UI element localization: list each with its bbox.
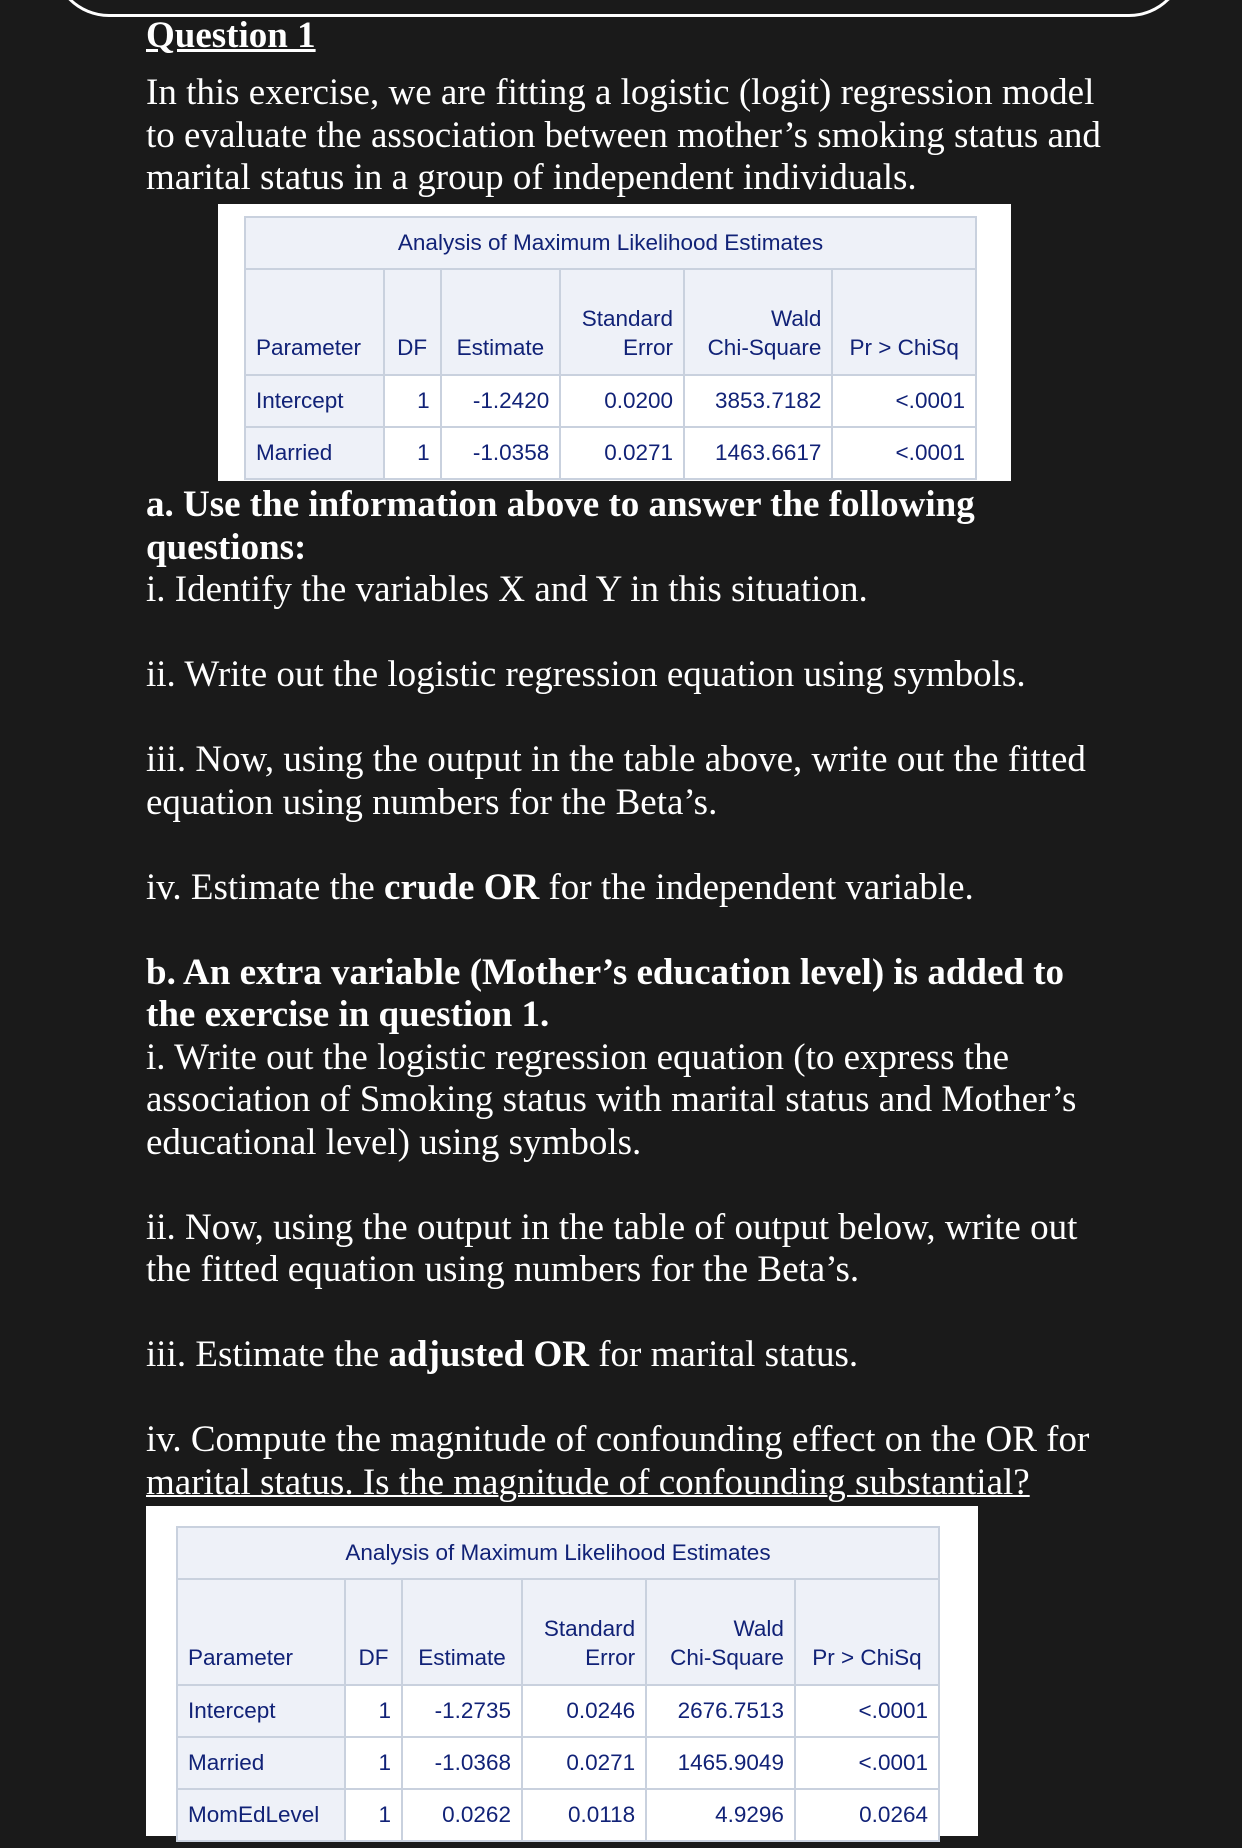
header-wald-chisq — [646, 1579, 795, 1685]
cell-df: 1 — [345, 1685, 402, 1737]
header-p-value: Pr > ChiSq — [832, 269, 976, 375]
part-b-heading: b. An extra variable (Mother’s education level) is added to — [146, 951, 1065, 993]
cell-estimate: -1.0358 — [441, 427, 561, 479]
header-se-line2: Error — [623, 335, 674, 360]
table1 — [244, 216, 977, 480]
header-se-line1: Standard — [543, 1616, 636, 1641]
part-a-heading: questions: — [146, 526, 307, 568]
part-a-iv — [146, 867, 1146, 910]
header-estimate: Estimate — [402, 1579, 522, 1685]
header-p-value: Pr > ChiSq — [795, 1579, 939, 1685]
header-se-line1: Standard — [581, 306, 674, 331]
header-wald-chisq — [684, 269, 832, 375]
row-parameter: Intercept — [177, 1685, 345, 1737]
part-b-iv: iv. Compute the magnitude of confounding effect on the OR for — [146, 1419, 1090, 1460]
part-a-iii: equation using numbers for the Beta’s. — [146, 781, 718, 823]
part-a-iii: iii. Now, using the output in the table above, write out the fitted — [146, 739, 1086, 780]
document-body — [146, 14, 1146, 200]
table-row — [177, 1789, 939, 1841]
row-parameter: Married — [177, 1737, 345, 1789]
question-title: Question 1 — [146, 15, 316, 56]
part-b-iii-text: iii. Estimate the — [146, 1334, 389, 1375]
part-a-iv-text: iv. Estimate the — [146, 866, 385, 908]
cell-p: <.0001 — [795, 1737, 939, 1789]
cell-chisq: 1463.6617 — [684, 427, 832, 479]
header-df: DF — [384, 269, 441, 375]
cell-se: 0.0271 — [560, 427, 684, 479]
table1-title: Analysis of Maximum Likelihood Estimates — [245, 217, 976, 269]
cell-estimate: -1.2420 — [441, 375, 561, 427]
table2 — [176, 1526, 940, 1842]
cell-chisq: 1465.9049 — [646, 1737, 795, 1789]
header-standard-error — [560, 269, 684, 375]
cell-p: <.0001 — [832, 375, 976, 427]
intro-line: In this exercise, we are fitting a logistic (logit) regression model — [146, 72, 1095, 113]
cell-se: 0.0200 — [560, 375, 684, 427]
questions-body — [146, 484, 1146, 1504]
table-row — [177, 1737, 939, 1789]
cell-p: 0.0264 — [795, 1789, 939, 1841]
part-b-iii — [146, 1334, 1146, 1377]
intro-line: to evaluate the association between mother’s smoking status and — [146, 114, 1101, 156]
table2-container — [146, 1506, 978, 1836]
row-parameter: MomEdLevel — [177, 1789, 345, 1841]
part-b-i: educational level) using symbols. — [146, 1121, 642, 1163]
cell-df: 1 — [384, 375, 441, 427]
cell-chisq: 4.9296 — [646, 1789, 795, 1841]
part-b-iii-bold: adjusted OR — [388, 1334, 589, 1375]
part-a-heading: a. Use the information above to answer the following — [146, 484, 975, 525]
part-a-iv-text: for the independent variable. — [539, 866, 974, 908]
table2-title: Analysis of Maximum Likelihood Estimates — [177, 1527, 939, 1579]
part-b-iii-text: for marital status. — [588, 1334, 859, 1375]
part-b-i: association of Smoking status with marital status and Mother’s — [146, 1079, 1077, 1120]
part-b-ii: ii. Now, using the output in the table of output below, write out — [146, 1206, 1078, 1248]
header-wald-line1: Wald — [733, 1616, 784, 1641]
part-a-ii: ii. Write out the logistic regression equation using symbols. — [146, 654, 1026, 695]
cell-p: <.0001 — [832, 427, 976, 479]
cell-estimate: -1.0368 — [402, 1737, 522, 1789]
cell-estimate: 0.0262 — [402, 1789, 522, 1841]
header-parameter: Parameter — [245, 269, 384, 375]
part-a-iv-bold: crude OR — [384, 866, 540, 908]
row-parameter: Intercept — [245, 375, 384, 427]
table1-container — [218, 204, 1011, 481]
part-b-heading: the exercise in question 1. — [146, 994, 550, 1035]
cell-se: 0.0246 — [522, 1685, 646, 1737]
row-parameter: Married — [245, 427, 384, 479]
part-b-ii: the fitted equation using numbers for the Beta’s. — [146, 1249, 860, 1290]
header-wald-line2: Chi-Square — [670, 1645, 784, 1670]
part-b-iv: marital status. Is the magnitude of confounding substantial? — [146, 1461, 1030, 1503]
header-wald-line1: Wald — [770, 306, 822, 331]
question-intro — [146, 72, 1146, 200]
table-row — [177, 1685, 939, 1737]
cell-se: 0.0118 — [522, 1789, 646, 1841]
intro-line: marital status in a group of independent individuals. — [146, 157, 917, 198]
cell-se: 0.0271 — [522, 1737, 646, 1789]
table-row — [245, 427, 976, 479]
header-standard-error — [522, 1579, 646, 1685]
header-wald-line2: Chi-Square — [707, 335, 822, 360]
header-se-line2: Error — [585, 1645, 636, 1670]
cell-df: 1 — [384, 427, 441, 479]
table-row — [245, 375, 976, 427]
cell-p: <.0001 — [795, 1685, 939, 1737]
part-a-i: i. Identify the variables X and Y in this situation. — [146, 569, 868, 610]
cell-df: 1 — [345, 1789, 402, 1841]
cell-chisq: 2676.7513 — [646, 1685, 795, 1737]
header-parameter: Parameter — [177, 1579, 345, 1685]
header-estimate: Estimate — [441, 269, 561, 375]
cell-df: 1 — [345, 1737, 402, 1789]
header-df: DF — [345, 1579, 402, 1685]
part-b-i: i. Write out the logistic regression equation (to express the — [146, 1036, 1010, 1078]
cell-estimate: -1.2735 — [402, 1685, 522, 1737]
cell-chisq: 3853.7182 — [684, 375, 832, 427]
